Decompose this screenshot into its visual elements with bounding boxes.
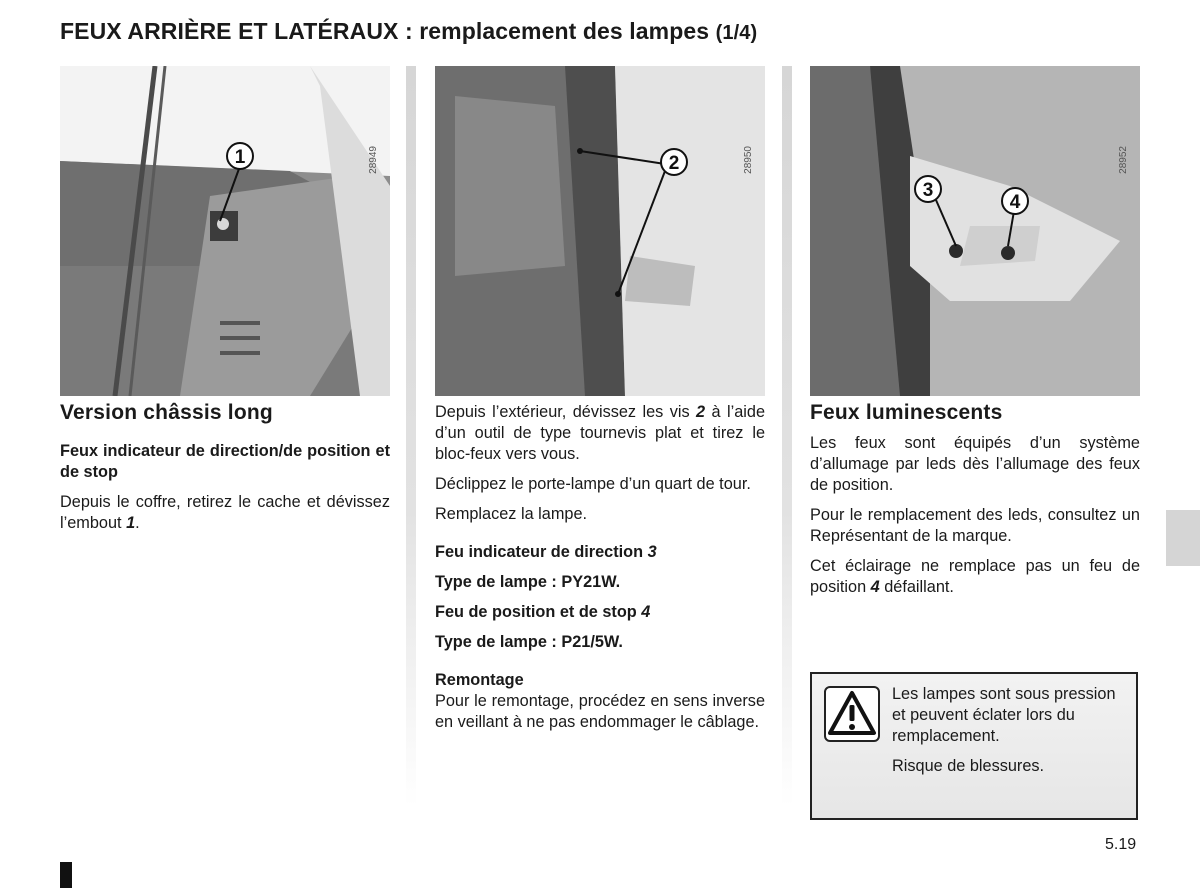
title-part: (1/4) (715, 22, 758, 44)
paragraph-unscrew (435, 402, 765, 465)
warning-triangle-icon (824, 686, 880, 742)
text-segment: défaillant. (879, 578, 954, 596)
warning-box (810, 672, 1138, 820)
figure-ref-28949: 28949 (368, 146, 379, 174)
label-lamp-type-p21: Type de lampe : P21/5W. (435, 633, 623, 651)
text-segment: Feu de position et de stop (435, 603, 642, 621)
subheading-indicator-lights: Feux indicateur de direction/de position et de stop (60, 442, 390, 481)
title-main: FEUX ARRIÈRE ET LATÉRAUX : remplacement des lampes (60, 18, 710, 44)
warning-text-2: Risque de blessures. (892, 757, 1045, 775)
callout-3: 3 (922, 180, 934, 201)
page-title (60, 18, 757, 45)
ref-number: 4 (870, 578, 880, 596)
text-segment: Depuis l’extérieur, dévissez les vis (435, 403, 697, 421)
callout-2: 2 (668, 153, 680, 174)
callout-1: 1 (234, 147, 246, 168)
ref-number: 3 (647, 543, 657, 561)
column-1 (60, 402, 390, 543)
label-lamp-type-py21w: Type de lampe : PY21W. (435, 573, 621, 591)
paragraph-replace: Remplacez la lampe. (435, 505, 588, 523)
section-heading-chassis-long: Version châssis long (60, 401, 273, 424)
paragraph-unclip: Déclippez le porte-lampe d’un quart de tour. (435, 475, 751, 493)
photo-light-unit (810, 66, 1140, 396)
photo-trunk-interior (60, 66, 390, 396)
paragraph-led-system: Les feux sont équipés d’un système d’allumage par leds dès l’allumage des feux de position. (810, 434, 1140, 494)
warning-text (892, 684, 1130, 786)
paragraph-not-position-light (810, 556, 1140, 598)
ref-number: 2 (696, 403, 706, 421)
photo-3-illustration (810, 66, 1140, 396)
photo-tailgate-rear (435, 66, 765, 396)
text-segment: Feu indicateur de direction (435, 543, 648, 561)
text-segment: Cet éclairage ne remplace pas un feu de position (810, 557, 1140, 596)
photo-1-illustration (60, 66, 390, 396)
ref-number: 4 (641, 603, 651, 621)
column-divider-2 (782, 66, 792, 806)
chapter-edge-tab (1166, 510, 1200, 566)
remontage-text: Pour le remontage, procédez en sens inverse en veillant à ne pas endommager le câblage. (435, 692, 765, 731)
text-segment: . (135, 514, 140, 532)
section-heading-luminescent: Feux luminescents (810, 401, 1003, 424)
page-number: 5.19 (1105, 836, 1137, 853)
label-direction-indicator (435, 542, 765, 563)
figure-ref-28952: 28952 (1118, 146, 1129, 174)
column-3 (810, 402, 1140, 607)
warning-text-1: Les lampes sont sous pression et peuvent éclater lors du remplacement. (892, 685, 1116, 745)
paragraph-led-replacement: Pour le remplacement des leds, consultez un Représentant de la marque. (810, 506, 1140, 545)
text-segment: Depuis le coffre, retirez le cache et dévissez l’embout (60, 493, 390, 532)
text-segment: à l’aide d’un outil de type tournevis plat et tirez le bloc-feux vers vous. (435, 403, 765, 463)
remontage-title: Remontage (435, 671, 524, 689)
photo-2-illustration (435, 66, 765, 396)
column-2 (435, 402, 765, 742)
label-position-stop (435, 602, 765, 623)
ref-number: 1 (126, 514, 136, 532)
paragraph-remove-cover (60, 492, 390, 534)
callout-4: 4 (1009, 192, 1021, 213)
figure-ref-28950: 28950 (743, 146, 754, 174)
crop-mark (60, 862, 72, 888)
column-divider-1 (406, 66, 416, 806)
